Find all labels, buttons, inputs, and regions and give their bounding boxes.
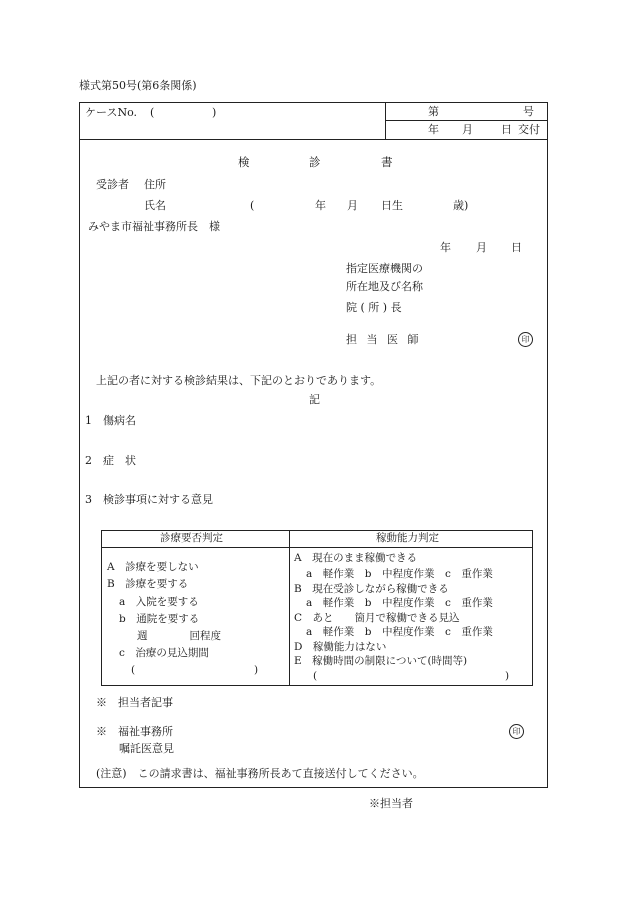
report-date-year: 年 (440, 241, 451, 254)
work-hours-paren-close: ) (505, 670, 510, 682)
treatment-option-a: A 診療を要しない (107, 561, 199, 573)
header-divider (79, 139, 548, 140)
opinion-table-header-divider (101, 547, 533, 548)
treatment-period-paren-close: ) (254, 664, 259, 676)
item-opinion: 3 検診事項に対する意見 (85, 493, 213, 506)
treatment-need-header: 診療要否判定 (160, 532, 223, 544)
caution-text: (注意) この請求書は、福祉事務所長あて直接送付してください。 (96, 767, 424, 780)
work-option-c-levels: a 軽作業 b 中程度作業 c 重作業 (306, 626, 493, 638)
birth-month: 月 (347, 199, 358, 212)
birth-year: 年 (315, 199, 326, 212)
work-ability-header: 稼動能力判定 (376, 532, 439, 544)
document-title-char-2: 診 (309, 155, 321, 169)
document-title-char-1: 検 (238, 155, 250, 169)
birth-age: 歳) (453, 199, 469, 212)
item-symptoms: 2 症 状 (85, 454, 136, 467)
institution-label-line2: 所在地及び名称 (346, 280, 423, 293)
item-diagnosis: 1 傷病名 (85, 414, 136, 427)
address-label: 住所 (144, 178, 166, 191)
work-option-a-levels: a 軽作業 b 中程度作業 c 重作業 (306, 568, 493, 580)
director-label: 院 ( 所 ) 長 (346, 301, 402, 314)
work-hours-paren-open: ( (313, 670, 318, 682)
treatment-weekly-frequency: 週 回程度 (137, 630, 221, 642)
commissioned-doctor-opinion-label: 嘱託医意見 (119, 742, 174, 755)
issue-number-suffix: 号 (523, 105, 534, 118)
work-option-b-levels: a 軽作業 b 中程度作業 c 重作業 (306, 597, 493, 609)
work-option-b: B 現在受診しながら稼働できる (294, 583, 449, 595)
issue-row-divider (385, 120, 548, 121)
doctor-label: 担 当 医 師 (346, 333, 419, 346)
issued-label: 交付 (518, 123, 540, 136)
issue-date-day: 日 (501, 123, 512, 136)
birth-day: 日生 (381, 199, 403, 212)
case-paren-close: ) (212, 106, 217, 119)
doctor-seal: 印 (518, 332, 533, 347)
issue-date-year: 年 (428, 123, 439, 136)
patient-label: 受診者 (96, 178, 129, 191)
treatment-option-b-b: b 通院を要する (119, 613, 200, 625)
welfare-office-label: ※ 福祉事務所 (96, 725, 173, 738)
issue-date-month: 月 (462, 123, 473, 136)
case-number-label: ケースNo. (85, 106, 138, 119)
ki-label: 記 (309, 393, 320, 406)
report-date-day: 日 (511, 241, 522, 254)
report-date-month: 月 (476, 241, 487, 254)
footer-staff-label: ※担当者 (369, 797, 413, 810)
statement-text: 上記の者に対する検診結果は、下記のとおりであります。 (96, 374, 382, 387)
treatment-option-b-a: a 入院を要する (119, 596, 199, 608)
work-option-e: E 稼働時間の制限について(時間等) (294, 655, 468, 667)
document-title-char-3: 書 (381, 155, 393, 169)
work-option-d: D 稼働能力はない (294, 641, 387, 653)
treatment-period-paren-open: ( (131, 664, 136, 676)
welfare-office-seal: 印 (509, 724, 524, 739)
treatment-option-b-c: c 治療の見込期間 (119, 647, 209, 659)
treatment-option-b: B 診療を要する (107, 578, 189, 590)
work-option-c: C あと 箇月で稼働できる見込 (294, 612, 460, 624)
opinion-table-column-divider (289, 530, 290, 686)
work-option-a: A 現在のまま稼働できる (294, 552, 418, 564)
case-paren-open: ( (150, 106, 155, 119)
issue-number-prefix: 第 (428, 105, 439, 118)
form-number-label: 様式第50号(第6条関係) (79, 79, 197, 92)
addressee: みやま市福祉事務所長 様 (88, 220, 220, 233)
staff-note-label: ※ 担当者記事 (96, 696, 173, 709)
name-label: 氏名 (144, 199, 166, 212)
institution-label-line1: 指定医療機関の (346, 262, 423, 275)
birth-paren-open: ( (250, 199, 255, 212)
